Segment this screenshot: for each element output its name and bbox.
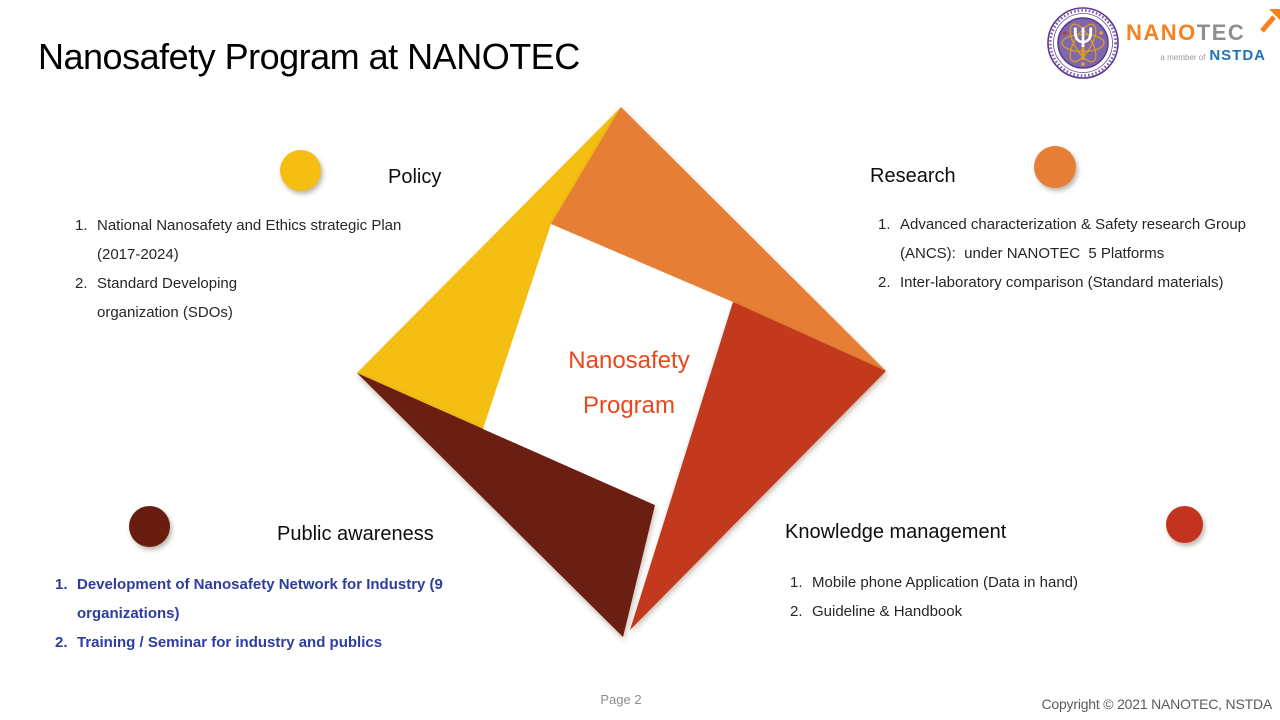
diagram-center-title-line1: Nanosafety (568, 347, 690, 374)
list-item (55, 628, 443, 657)
page-title: Nanosafety Program at NANOTEC (38, 36, 580, 77)
research-bullet-circle (1034, 146, 1076, 188)
list-item-line: organization (SDOs) (97, 304, 233, 321)
list-item-continuation (55, 599, 443, 628)
policy-heading: Policy (388, 166, 442, 188)
list-item-line: Development of Nanosafety Network for Industry (9 (77, 576, 443, 593)
list-item-number: 2. (790, 603, 803, 620)
public-awareness-bullet-circle (129, 506, 170, 547)
policy-bullet-circle (280, 150, 321, 191)
list-item-line: Training / Seminar for industry and publics (77, 634, 383, 651)
list-item-line: (ANCS): under NANOTEC 5 Platforms (900, 245, 1165, 262)
list-item (75, 211, 401, 240)
public-awareness-list (55, 570, 443, 657)
research-list (878, 210, 1246, 297)
list-item-line: Advanced characterization & Safety research Group (900, 216, 1247, 233)
list-item-number: 1. (878, 216, 891, 233)
list-item (878, 210, 1246, 239)
policy-list (75, 211, 401, 327)
list-item-continuation (878, 239, 1246, 268)
list-item-line: Guideline & Handbook (812, 603, 963, 620)
research-heading: Research (870, 165, 956, 187)
public-awareness-heading: Public awareness (277, 523, 434, 545)
knowledge-list (790, 568, 1078, 626)
list-item-number: 1. (75, 217, 88, 234)
list-item-line: organizations) (77, 605, 180, 622)
list-item-number: 2. (55, 634, 68, 651)
list-item-number: 2. (878, 274, 891, 291)
knowledge-bullet-circle (1166, 506, 1203, 543)
nanotec-logo-tec: TEC (1196, 20, 1246, 45)
list-item-line: (2017-2024) (97, 246, 179, 263)
list-item-continuation (75, 240, 401, 269)
list-item (790, 568, 1078, 597)
list-item-line: Standard Developing (97, 275, 238, 292)
page-number: Page 2 (600, 692, 642, 707)
list-item-line: Inter-laboratory comparison (Standard materials) (900, 274, 1224, 291)
list-item-number: 1. (790, 574, 803, 591)
list-item (75, 269, 401, 298)
list-item-line: Mobile phone Application (Data in hand) (812, 574, 1079, 591)
list-item-line: National Nanosafety and Ethics strategic Plan (97, 217, 402, 234)
list-item (878, 268, 1246, 297)
member-of-label: a member of (1160, 53, 1206, 62)
list-item-number: 1. (55, 576, 68, 593)
list-item-number: 2. (75, 275, 88, 292)
diagram-center-title-line2: Program (582, 392, 676, 419)
nstda-logo-text: NSTDA (1209, 47, 1266, 64)
copyright-text: Copyright © 2021 NANOTEC, NSTDA (1041, 696, 1272, 712)
list-item (790, 597, 1078, 626)
list-item (55, 570, 443, 599)
svg-text:Ψ: Ψ (1072, 23, 1094, 54)
knowledge-heading: Knowledge management (785, 521, 1007, 543)
list-item-continuation (75, 298, 401, 327)
nanotec-logo-nano: NANO (1126, 20, 1197, 45)
